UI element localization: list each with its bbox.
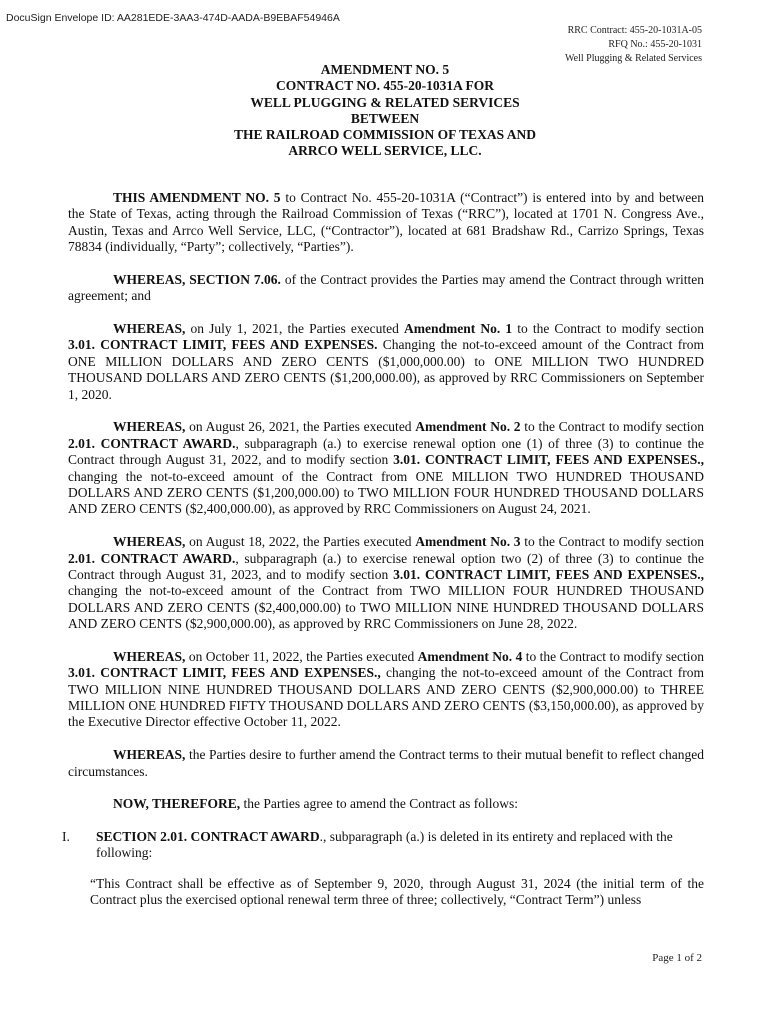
document-title	[0, 62, 770, 160]
whereas-section-706: WHEREAS, SECTION 7.06. of the Contract provides the Parties may amend the Contract through written agreement; and	[68, 271, 704, 304]
title-line-4: BETWEEN	[350, 110, 420, 126]
title-line-5: THE RAILROAD COMMISSION OF TEXAS AND	[234, 127, 536, 143]
contract-award-quote: “This Contract shall be effective as of September 9, 2020, through August 31, 2024 (the initial term of the Contract plus the exercised optional renewal term three of three; collectively, “Contract Term”) unless	[90, 875, 704, 908]
title-line-6: ARRCO WELL SERVICE, LLC.	[288, 143, 482, 159]
section-i-item	[62, 828, 704, 862]
title-line-2: CONTRACT NO. 455-20-1031A FOR	[275, 78, 494, 94]
rrc-contract-number: RRC Contract: 455-20-1031A-05	[567, 25, 702, 36]
title-line-3: WELL PLUGGING & RELATED SERVICES	[250, 94, 520, 110]
whereas-amendment-3: WHEREAS, on August 18, 2022, the Parties executed Amendment No. 3 to the Contract to modify section 2.01. CONTRACT AWARD., subparagraph (a.) to exercise renewal option two (2) of three (3) to continue the Contract through August 31, 2023, and to modify section 3.01. CONTRACT LIMIT, FEES AND EXPENSES., changing the not-to-exceed amount of the Contract from TWO MILLION FOUR HUNDRED THOUSAND DOLLARS AND ZERO CENTS ($2,400,000.00) to TWO MILLION NINE HUNDRED THOUSAND DOLLARS AND ZERO CENTS ($2,900,000.00), as approved by RRC Commissioners on June 28, 2022.	[68, 534, 704, 632]
whereas-mutual-benefit: WHEREAS, the Parties desire to further amend the Contract terms to their mutual benefit to reflect changed circumstances.	[68, 747, 704, 779]
service-name: Well Plugging & Related Services	[565, 53, 702, 64]
intro-paragraph: THIS AMENDMENT NO. 5 to Contract No. 455-20-1031A (“Contract”) is entered into by and between the State of Texas, acting through the Railroad Commission of Texas (“RRC”), located at 1701 N. Congress Ave., Austin, Texas and Arrco Well Service, LLC, (“Contractor”), located at 681 Bradshaw Rd., Carrizo Springs, Texas 78834 (individually, “Party”; collectively, “Parties”).	[68, 190, 704, 255]
now-therefore-paragraph: NOW, THEREFORE, the Parties agree to amend the Contract as follows:	[113, 796, 518, 812]
whereas-amendment-2: WHEREAS, on August 26, 2021, the Parties executed Amendment No. 2 to the Contract to modify section 2.01. CONTRACT AWARD., subparagraph (a.) to exercise renewal option one (1) of three (3) to continue the Contract through August 31, 2022, and to modify section 3.01. CONTRACT LIMIT, FEES AND EXPENSES., changing the not-to-exceed amount of the Contract from ONE MILLION TWO HUNDRED THOUSAND DOLLARS AND ZERO CENTS ($1,200,000.00) to TWO MILLION FOUR HUNDRED THOUSAND DOLLARS AND ZERO CENTS ($2,400,000.00), as approved by RRC Commissioners on August 24, 2021.	[68, 419, 704, 517]
whereas-amendment-1: WHEREAS, on July 1, 2021, the Parties executed Amendment No. 1 to the Contract to modify section 3.01. CONTRACT LIMIT, FEES AND EXPENSES. Changing the not-to-exceed amount of the Contract from ONE MILLION DOLLARS AND ZERO CENTS ($1,000,000.00) to ONE MILLION TWO HUNDRED THOUSAND DOLLARS AND ZERO CENTS ($1,200,000.00), as approved by RRC Commissioners on September 1, 2020.	[68, 321, 704, 402]
rfq-number: RFQ No.: 455-20-1031	[608, 39, 702, 50]
whereas-amendment-4: WHEREAS, on October 11, 2022, the Parties executed Amendment No. 4 to the Contract to modify section 3.01. CONTRACT LIMIT, FEES AND EXPENSES., changing the not-to-exceed amount of the Contract from TWO MILLION NINE HUNDRED THOUSAND DOLLARS AND ZERO CENTS ($2,900,000.00) to THREE MILLION ONE HUNDRED FIFTY THOUSAND DOLLARS AND ZERO CENTS ($3,150,000.00), as approved by the Executive Director effective October 11, 2022.	[68, 648, 705, 730]
docusign-envelope-id: DocuSign Envelope ID: AA281EDE-3AA3-474D-AADA-B9EBAF54946A	[6, 12, 340, 24]
contract-reference-block	[565, 24, 702, 66]
section-i-heading: SECTION 2.01. CONTRACT AWARD	[96, 828, 320, 844]
section-i-text: ., subparagraph (a.) is deleted in its entirety and replaced with the following:	[96, 828, 673, 861]
document-body	[62, 190, 705, 909]
title-line-1: AMENDMENT NO. 5	[320, 62, 450, 77]
section-i-number: I.	[62, 828, 70, 844]
page-number: Page 1 of 2	[652, 952, 702, 964]
